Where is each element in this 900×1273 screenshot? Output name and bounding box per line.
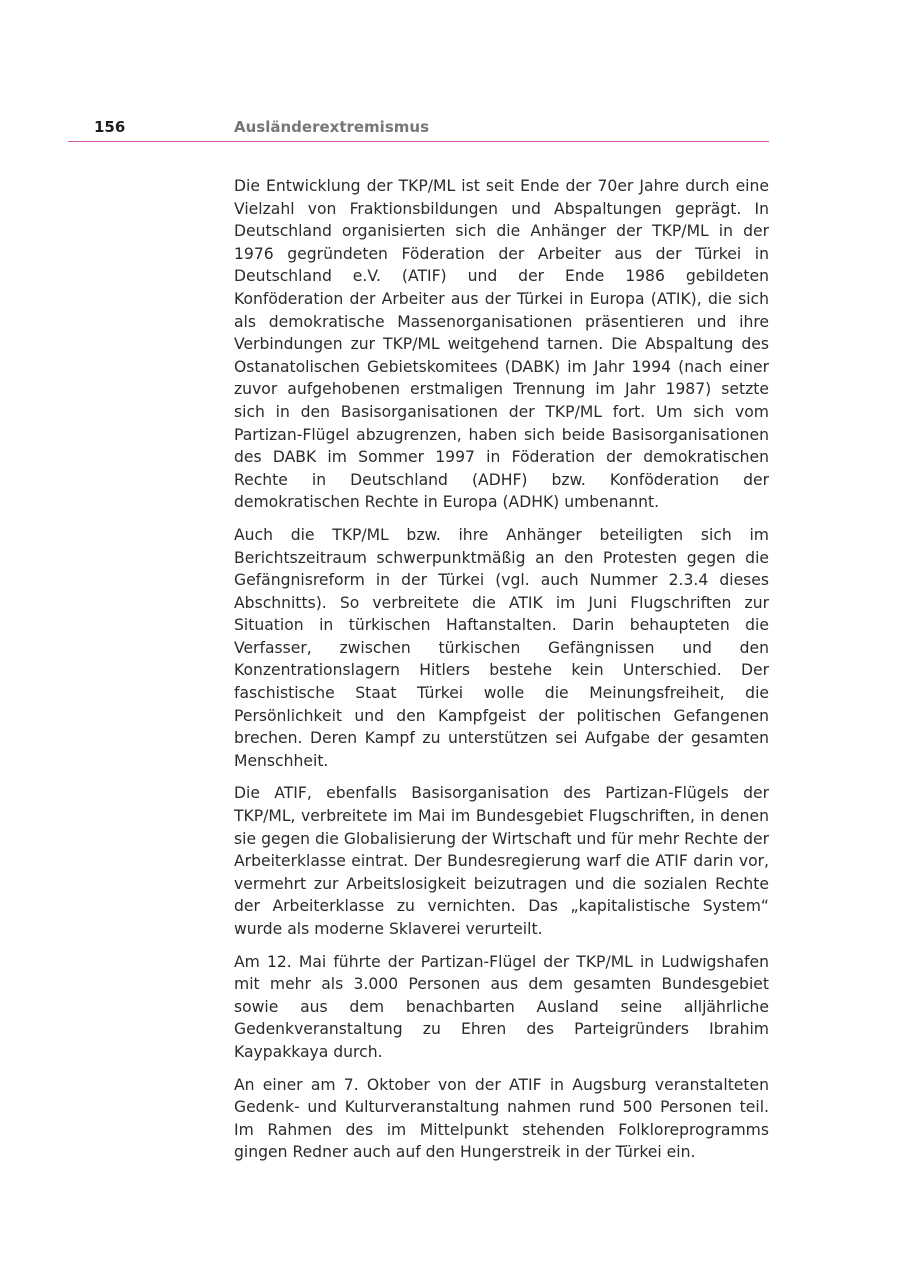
paragraph: Am 12. Mai führte der Partizan-Flügel der TKP/ML in Ludwigshafen mit mehr als 3.000 Personen aus dem gesamten Bundesgebiet sowie aus dem benachbarten Ausland seine alljährliche Gedenkveranstaltung zu Ehren des Parteigründers Ibrahim Kaypakkaya durch.	[234, 952, 769, 1061]
paragraph: Auch die TKP/ML bzw. ihre Anhänger beteiligten sich im Berichtszeitraum schwerpunktmäßig an den Protesten gegen die Gefängnisreform in der Türkei (vgl. auch Nummer 2.3.4 dieses Abschnitts). So verbreitete die ATIK im Juni Flugschriften zur Situation in türkischen Haftanstalten. Darin behaupteten die Verfasser, zwischen türkischen Gefängnissen und den Konzentrationslagern Hitlers bestehe kein Unterschied. Der faschistische Staat Türkei wolle die Meinungsfreiheit, die Persönlichkeit und den Kampfgeist der politischen Gefangenen brechen. Deren Kampf zu unterstützen sei Aufgabe der gesamten Menschheit.	[234, 525, 769, 770]
body-text	[234, 175, 769, 1174]
paragraph: An einer am 7. Oktober von der ATIF in Augsburg veranstalteten Gedenk- und Kulturveranstaltung nahmen rund 500 Personen teil. Im Rahmen des im Mittelpunkt stehenden Folkloreprogramms gingen Redner auch auf den Hungerstreik in der Türkei ein.	[234, 1075, 769, 1162]
page-header	[68, 116, 769, 140]
page-number: 156	[94, 118, 126, 136]
header-divider	[68, 141, 769, 142]
paragraph: Die Entwicklung der TKP/ML ist seit Ende der 70er Jahre durch eine Vielzahl von Fraktionsbildungen und Abspaltungen geprägt. In Deutschland organisierten sich die Anhänger der TKP/ML in der 1976 gegründeten Föderation der Arbeiter aus der Türkei in Deutschland e.V. (ATIF) und der Ende 1986 gebildeten Konföderation der Arbeiter aus der Türkei in Europa (ATIK), die sich als demokratische Massenorganisationen präsentieren und ihre Verbindungen zur TKP/ML weitgehend tarnen. Die Abspaltung des Ostanatolischen Gebietskomitees (DABK) im Jahr 1994 (nach einer zuvor aufgehobenen erstmaligen Trennung im Jahr 1987) setzte sich in den Basisorganisationen der TKP/ML fort. Um sich vom Partizan-Flügel abzugrenzen, haben sich beide Basisorganisationen des DABK im Sommer 1997 in Föderation der demokratischen Rechte in Deutschland (ADHF) bzw. Konföderation der demokratischen Rechte in Europa (ADHK) umbenannt.	[234, 177, 769, 512]
running-title: Ausländerextremismus	[234, 118, 429, 136]
paragraph: Die ATIF, ebenfalls Basisorganisation des Partizan-Flügels der TKP/ML, verbreitete im Mai im Bundesgebiet Flugschriften, in denen sie gegen die Globalisierung der Wirtschaft und für mehr Rechte der Arbeiterklasse eintrat. Der Bundesregierung warf die ATIF darin vor, vermehrt zur Arbeitslosigkeit beizutragen und die sozialen Rechte der Arbeiterklasse zu vernichten. Das „kapitalistische System“ wurde als moderne Sklaverei verurteilt.	[234, 784, 769, 938]
